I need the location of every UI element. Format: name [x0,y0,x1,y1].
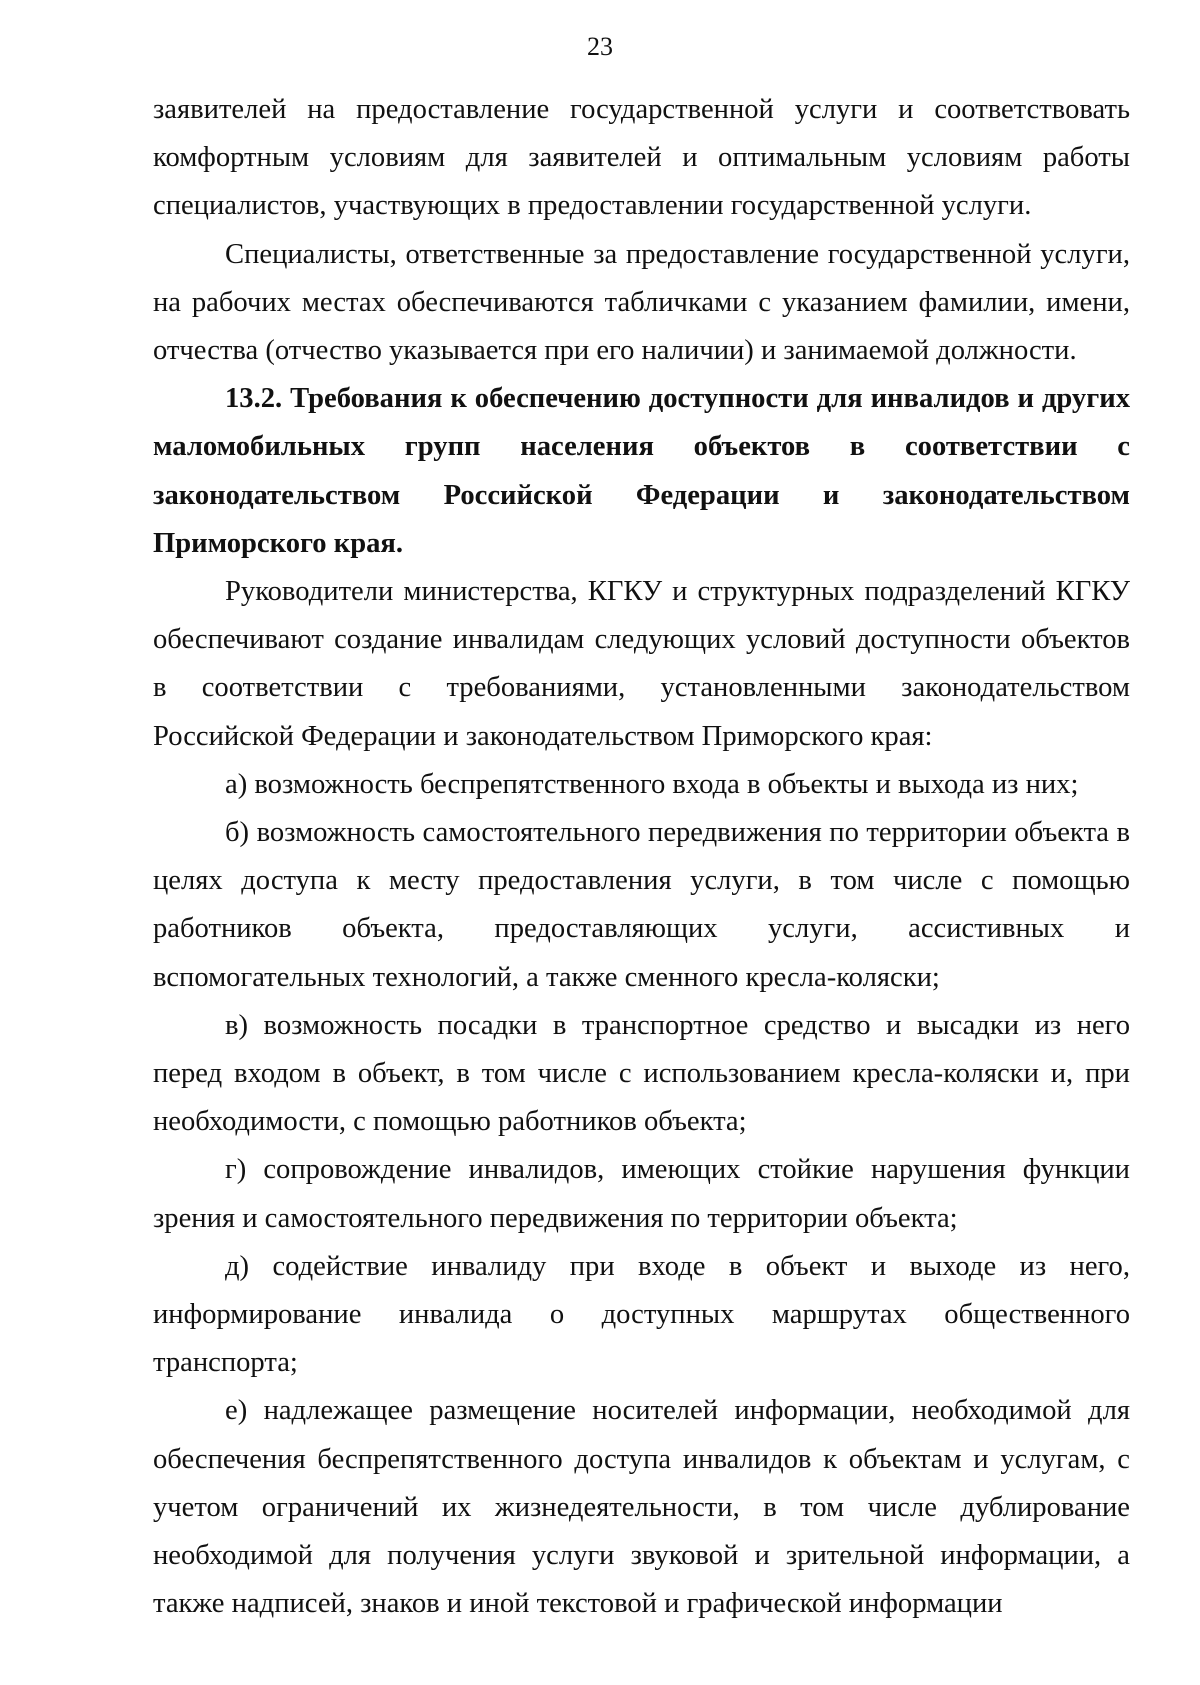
list-item-v: в) возможность посадки в транспортное средство и высадки из него перед входом в объект, в том числе с использованием кресла-коляски и, при необходимости, с помощью работников объекта; [153,1009,1130,1138]
section-heading-13-2: 13.2. Требования к обеспечению доступности для инвалидов и других маломобильных групп населения объектов в соответствии с законодательством Российской Федерации и законодательством Приморского края. [153,383,1130,559]
page-number: 23 [587,32,613,61]
paragraph-managers: Руководители министерства, КГКУ и структурных подразделений КГКУ обеспечивают создание инвалидам следующих условий доступности объектов в соответствии с требованиями, установленными законодательством Российской Федерации и законодательством Приморского края: [153,576,1130,752]
paragraph-continuation: заявителей на предоставление государственной услуги и соответствовать комфортным условиям для заявителей и оптимальным условиям работы специалистов, участвующих в предоставлении государственной услуги. [153,94,1130,222]
list-item-a: а) возможность беспрепятственного входа в объекты и выхода из них; [225,768,1079,800]
list-item-g: г) сопровождение инвалидов, имеющих стойкие нарушения функции зрения и самостоятельного передвижения по территории объекта; [153,1154,1130,1234]
list-item-d: д) содействие инвалиду при входе в объект и выходе из него, информирование инвалида о доступных маршрутах общественного транспорта; [153,1250,1130,1379]
paragraph-specialists: Специалисты, ответственные за предоставление государственной услуги, на рабочих местах обеспечиваются табличками с указанием фамилии, имени, отчества (отчество указывается при его наличии) и занимаемой должности. [153,238,1130,367]
document-body [153,86,1130,1629]
list-item-b: б) возможность самостоятельного передвижения по территории объекта в целях доступа к месту предоставления услуги, в том числе с помощью работников объекта, предоставляющих услуги, ассистивных и вспомогательных технологий, а также сменного кресла-коляски; [153,817,1130,993]
list-item-e: е) надлежащее размещение носителей информации, необходимой для обеспечения беспрепятственного доступа инвалидов к объектам и услугам, с учетом ограничений их жизнедеятельности, в том числе дублирование необходимой для получения услуги звуковой и зрительной информации, а также надписей, знаков и иной текстовой и графической информации [153,1395,1130,1620]
